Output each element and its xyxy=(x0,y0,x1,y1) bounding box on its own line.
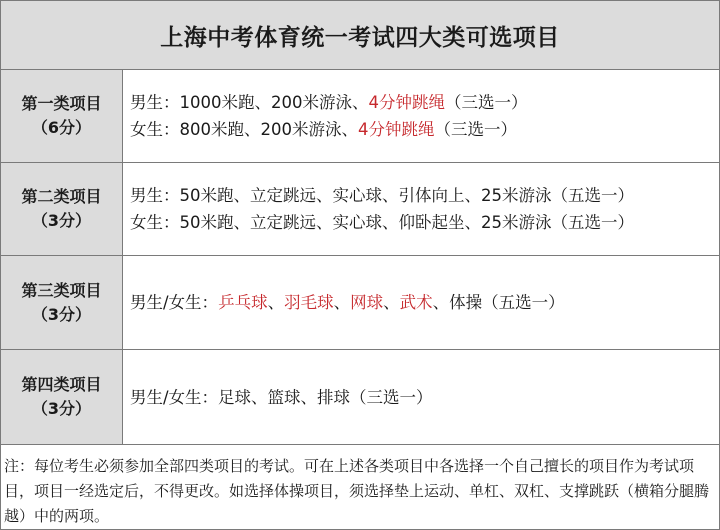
highlight-segment: 武术 xyxy=(399,293,433,312)
category-label-cell xyxy=(1,70,123,162)
segment: 男生：1000米跑、200米游泳、 xyxy=(130,93,369,112)
segment: 、 xyxy=(333,293,351,312)
category-name: 第二类项目 xyxy=(21,187,102,206)
category-content xyxy=(123,163,719,255)
category-label-cell xyxy=(1,256,123,349)
category-score: （3分） xyxy=(31,399,92,418)
highlight-segment: 乒乓球 xyxy=(218,293,268,312)
category-row-4 xyxy=(1,350,719,445)
content-line-both xyxy=(130,289,719,316)
category-row-1 xyxy=(1,70,719,163)
category-score: （3分） xyxy=(31,211,92,230)
highlight-segment: 羽毛球 xyxy=(284,293,334,312)
segment: 、 xyxy=(383,293,400,312)
segment: （三选一） xyxy=(434,120,517,139)
content-line-female xyxy=(130,116,719,143)
category-content xyxy=(123,70,719,162)
category-score: （6分） xyxy=(31,118,92,137)
content-line-both: 男生/女生：足球、篮球、排球（三选一） xyxy=(130,387,433,407)
highlight-segment: 4分钟跳绳 xyxy=(358,120,435,139)
highlight-segment: 4分钟跳绳 xyxy=(368,93,445,112)
table-title: 上海中考体育统一考试四大类可选项目 xyxy=(1,1,719,70)
segment: 、 xyxy=(267,293,285,312)
category-row-2 xyxy=(1,163,719,256)
category-name: 第四类项目 xyxy=(21,375,102,394)
content-line-male xyxy=(130,89,719,116)
category-label-cell xyxy=(1,163,123,255)
segment: 男生/女生： xyxy=(130,293,219,312)
category-label-cell xyxy=(1,350,123,444)
content-line-male: 男生：50米跑、立定跳远、实心球、引体向上、25米游泳（五选一） xyxy=(130,186,634,205)
segment: 、体操（五选一） xyxy=(432,293,565,312)
category-content xyxy=(123,256,719,349)
highlight-segment: 网球 xyxy=(350,293,384,312)
category-content xyxy=(123,350,719,444)
segment: （三选一） xyxy=(445,93,528,112)
footnote: 注：每位考生必须参加全部四类项目的考试。可在上述各类项目中各选择一个自己擅长的项目作为考试项目，项目一经选定后，不得更改。如选择体操项目，须选择垫上运动、单杠、双杠、支撑跳跃（横箱分腿腾越）中的两项。 xyxy=(4,457,710,525)
category-score: （3分） xyxy=(31,304,92,324)
category-name: 第一类项目 xyxy=(21,94,102,113)
content-line-female: 女生：50米跑、立定跳远、实心球、仰卧起坐、25米游泳（五选一） xyxy=(130,213,634,232)
category-row-3 xyxy=(1,256,719,350)
category-name: 第三类项目 xyxy=(21,280,102,300)
segment: 女生：800米跑、200米游泳、 xyxy=(130,120,358,139)
